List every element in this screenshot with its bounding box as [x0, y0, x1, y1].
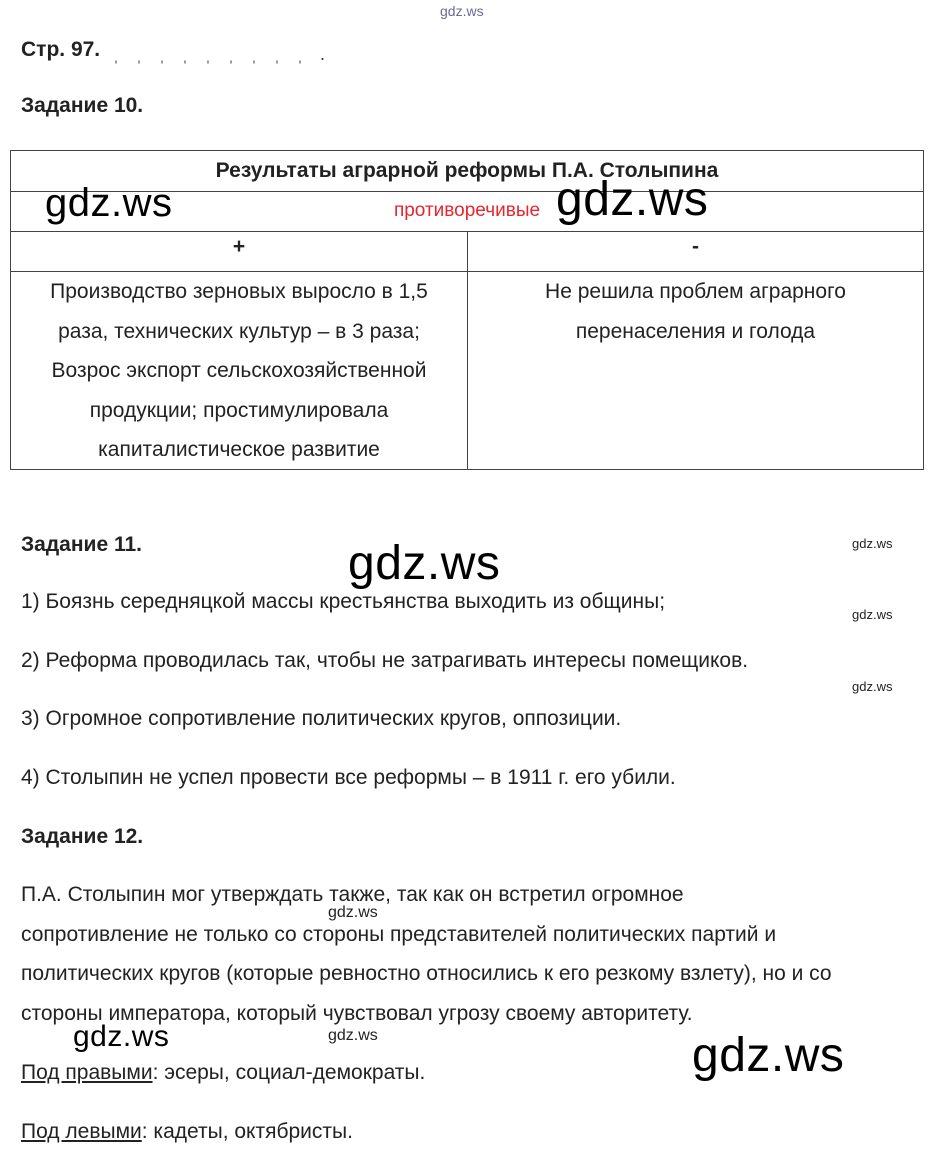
left-parties-label: Под левыми: [21, 1120, 142, 1143]
plus-line: Производство зерновых выросло в 1,5: [50, 280, 428, 303]
task12-paragraph-line: стороны императора, который чувствовал угрозу своему авторитету.: [21, 1002, 693, 1025]
plus-column: [11, 272, 467, 470]
task12-paragraph-line: политических кругов (которые ревностно относились к его резкому взлету), но и со: [21, 962, 832, 985]
right-parties-label: Под правыми: [21, 1061, 153, 1084]
minus-column: [468, 272, 923, 351]
plus-header: +: [232, 235, 246, 258]
task11-heading: Задание 11.: [21, 533, 142, 556]
watermark-small: gdz.ws: [328, 904, 378, 921]
watermark-top: gdz.ws: [440, 3, 484, 19]
watermark-small: gdz.ws: [328, 1027, 378, 1044]
plus-header-cell: [11, 231, 467, 271]
task11-item: 1) Боязнь середняцкой массы крестьянства выходить из общины;: [21, 590, 666, 613]
right-parties-text: : эсеры, социал-демократы.: [152, 1061, 426, 1084]
plus-line: продукции; простимулировала: [89, 398, 389, 422]
watermark-big: gdz.ws: [348, 537, 501, 590]
task11-item: 2) Реформа проводилась так, чтобы не затрагивать интересы помещиков.: [21, 649, 749, 672]
task10-heading: Задание 10.: [21, 94, 144, 117]
table-subtitle: противоречивые: [393, 200, 541, 221]
task12-paragraph-line: П.А. Столыпин мог утверждать также, так как он встретил огромное: [21, 883, 684, 906]
faded-header-remnant: ˌ ˌ ˌ ˌ ˌ ˌ ˌ ˌ ˌ .: [113, 44, 331, 64]
left-parties-line: [21, 1120, 353, 1144]
minus-header: -: [692, 235, 699, 258]
watermark-big: gdz.ws: [692, 1029, 845, 1082]
task12-heading: Задание 12.: [21, 825, 144, 848]
minus-line: перенаселения и голода: [575, 319, 816, 343]
table-title: Результаты аграрной реформы П.А. Столыпина: [215, 159, 719, 182]
plus-line: Возрос экспорт сельскохозяйственной: [51, 359, 427, 382]
task11-item: 4) Столыпин не успел провести все реформы – в 1911 г. его убили.: [21, 766, 676, 789]
watermark-small: gdz.ws: [852, 679, 893, 694]
watermark-small: gdz.ws: [852, 607, 893, 622]
minus-header-cell: [468, 231, 923, 271]
plus-line: капиталистическое развитие: [98, 438, 380, 461]
task11-item: 3) Огромное сопротивление политических кругов, оппозиции.: [21, 707, 622, 730]
task12-paragraph-line: сопротивление не только со стороны представителей политических партий и: [21, 923, 777, 946]
plus-line: раза, технических культур – в 3 раза;: [58, 319, 420, 343]
page-reference: Стр. 97.: [21, 38, 101, 61]
left-parties-text: : кадеты, октябристы.: [141, 1120, 353, 1143]
watermark-big: gdz.ws: [556, 173, 709, 226]
watermark-big: gdz.ws: [45, 181, 173, 225]
minus-line: Не решила проблем аграрного: [545, 280, 846, 303]
right-parties-line: [21, 1061, 425, 1085]
watermark-big: gdz.ws: [73, 1020, 170, 1053]
watermark-small: gdz.ws: [852, 536, 893, 551]
